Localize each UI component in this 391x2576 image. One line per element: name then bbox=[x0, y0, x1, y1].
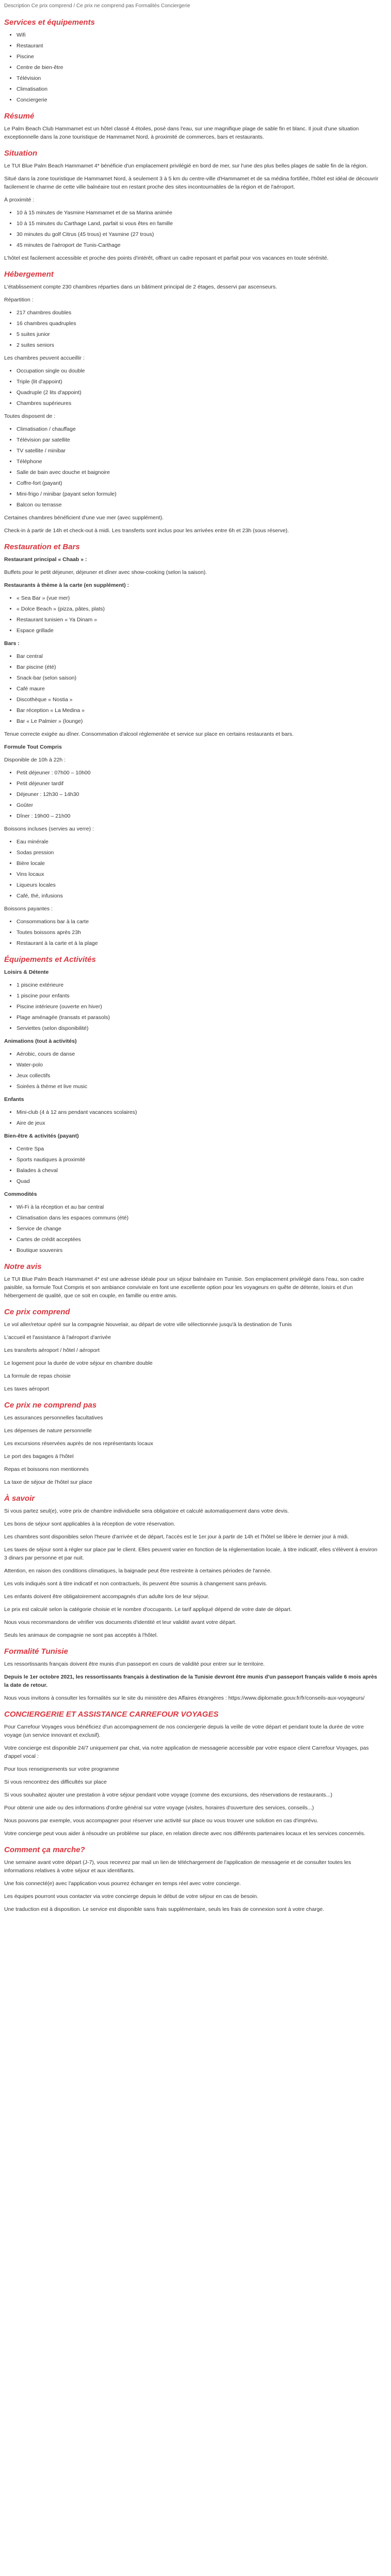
ai-list bbox=[4, 769, 379, 820]
eq-item: • Télévision par satellite bbox=[17, 436, 379, 444]
alc-item: • Espace grillade bbox=[17, 626, 379, 635]
comm-item: • Cartes de crédit acceptées bbox=[17, 1235, 379, 1244]
eq-item: • Téléphone bbox=[17, 457, 379, 466]
situation-intro: À proximité : bbox=[4, 197, 35, 203]
alc-item: • Restaurant tunisien « Ya Dinam » bbox=[17, 616, 379, 624]
spa-item: • Sports nautiques à proximité bbox=[17, 1156, 379, 1164]
anim-title: Animations (tout à activités) bbox=[4, 1038, 77, 1044]
comm-title: Commodités bbox=[4, 1191, 37, 1197]
formalite-text-2: Depuis le 1er octobre 2021, les ressortissants français à destination de la Tunisie devront être munis d'un passeport français valide 6 mois après la date de retour. bbox=[4, 1674, 377, 1688]
conciergerie-title: CONCIERGERIE ET ASSISTANCE CARREFOUR VOYAGES bbox=[4, 1710, 219, 1719]
bar-item: • Discothèque « Nostia » bbox=[17, 696, 379, 704]
service-item: • Restaurant bbox=[17, 42, 379, 50]
hebergement-outro-2: Check-in à partir de 14h et check-out à midi. Les transferts sont inclus pour les arrivées entre 6h et 23h (sous réserve). bbox=[4, 528, 289, 534]
loisirs-item: • 1 piscine pour enfants bbox=[17, 992, 379, 1000]
rep-item: • 5 suites junior bbox=[17, 330, 379, 338]
bar-item: • Café maure bbox=[17, 685, 379, 693]
service-item: • Télévision bbox=[17, 74, 379, 82]
alc-intro: Restaurants à thème à la carte (en supplément) : bbox=[4, 582, 129, 588]
resume-section bbox=[4, 111, 379, 141]
commander-text-1: Une semaine avant votre départ (J-7), vous recevrez par mail un lien de téléchargement de l'application de messagerie et de consulter toutes les informations relatives à votre séjour et aux identifiants. bbox=[4, 1859, 351, 1874]
bars-list bbox=[4, 652, 379, 725]
pay-list bbox=[4, 918, 379, 947]
commander-text-4: Une traduction est à disposition. Le service est disponible sans frais supplémentaire, seuls les frais de connexion sont à votre charge. bbox=[4, 1906, 324, 1912]
bar-item: • Bar « Le Palmier » (lounge) bbox=[17, 717, 379, 725]
comprend-item: Les taxes aéroport bbox=[4, 1386, 49, 1392]
conciergerie-text-4: Votre concierge peut vous aider à résoudre un problème sur place, en relation directe avec nos différents partenaires locaux et les services concernés. bbox=[4, 1831, 366, 1837]
comm-item: • Service de change bbox=[17, 1225, 379, 1233]
spa-list bbox=[4, 1145, 379, 1185]
comprend-item: L'accueil et l'assistance à l'aéroport d'arrivée bbox=[4, 1334, 111, 1341]
situation-section bbox=[4, 148, 379, 262]
ai-item: • Dîner : 19h00 – 21h00 bbox=[17, 812, 379, 820]
alc-list bbox=[4, 594, 379, 635]
ai-item: • Petit déjeuner : 07h00 – 10h00 bbox=[17, 769, 379, 777]
enfants-item: • Mini-club (4 à 12 ans pendant vacances scolaires) bbox=[17, 1108, 379, 1116]
commander-title: Comment ça marche? bbox=[4, 1845, 85, 1854]
eq-item: • Climatisation / chauffage bbox=[17, 425, 379, 433]
bar-item: • Bar réception « La Medina » bbox=[17, 706, 379, 715]
asavoir-title: À savoir bbox=[4, 1494, 35, 1503]
conciergerie-text-3: Nous pouvons par exemple, vous accompagner pour réserver une activité sur place ou vous trouver une solution en cas d'imprévu. bbox=[4, 1818, 318, 1824]
ne-comprend-item: Repas et boissons non mentionnés bbox=[4, 1466, 89, 1472]
situation-outro: L'hôtel est facilement accessible et proche des points d'intérêt, offrant un cadre reposant et parfait pour vos vacances en toute sérénité. bbox=[4, 255, 329, 261]
formula-intro: Restaurant principal « Chaab » : bbox=[4, 556, 87, 563]
spa-item: • Balades à cheval bbox=[17, 1166, 379, 1175]
enfants-title: Enfants bbox=[4, 1096, 24, 1103]
ne-comprend-item: Le port des bagages à l'hôtel bbox=[4, 1453, 74, 1460]
type-item: • Triple (lit d'appoint) bbox=[17, 378, 379, 386]
ne-comprend-section bbox=[4, 1400, 379, 1486]
anim-item: • Jeux collectifs bbox=[17, 1072, 379, 1080]
breadcrumb-meta: Description Ce prix comprend / Ce prix ne comprend pas Formalités Conciergerie bbox=[4, 3, 190, 9]
enfants-list bbox=[4, 1108, 379, 1127]
conciergerie-text-1: Pour Carrefour Voyages vous bénéficiez d'un accompagnement de nos conciergerie depuis la veille de votre départ et pendant toute la durée de votre voyage (un service innovant et exclusif). bbox=[4, 1724, 364, 1738]
rep-item: • 2 suites seniors bbox=[17, 341, 379, 349]
ai-from: Disponible de 10h à 22h : bbox=[4, 757, 66, 763]
asavoir-item: Si vous partez seul(e), votre prix de chambre individuelle sera obligatoire et calculé automatiquement dans votre devis. bbox=[4, 1508, 289, 1514]
comm-item: • Climatisation dans les espaces communs (été) bbox=[17, 1214, 379, 1222]
pay-item: • Restaurant à la carte et à la plage bbox=[17, 939, 379, 947]
avis-text: Le TUI Blue Palm Beach Hammamet 4* est une adresse idéale pour un séjour balnéaire en Tunisie. Son emplacement privilégié dans l'eau, son cadre paisible, sa formule Tout Compris et son ambiance conviviale en font une excellente option pour les voyageurs en quête de détente, loisirs et d'un hébergement de qualité, que ce soit en couple, en famille ou entre amis. bbox=[4, 1276, 364, 1299]
situation-text-1: Le TUI Blue Palm Beach Hammamet 4* bénéficie d'un emplacement privilégié en bord de mer, sur l'une des plus belles plages de sable fin de la région. bbox=[4, 163, 368, 169]
commander-text-2: Une fois connecté(e) avec l'application vous pourrez échanger en temps réel avec votre concierge. bbox=[4, 1880, 241, 1887]
conciergerie-item: Si vous rencontrez des difficultés sur place bbox=[4, 1779, 107, 1785]
hebergement-title: Hébergement bbox=[4, 270, 54, 279]
bars-intro: Bars : bbox=[4, 640, 20, 647]
asavoir-section bbox=[4, 1494, 379, 1639]
asavoir-item: Les taxes de séjour sont à régler sur place par le client. Elles peuvent varier en fonction de la réglementation locale, à titre indicatif, elles s'élèvent à environ 3 dinars par personne et par nuit. bbox=[4, 1547, 378, 1561]
alc-item: • « Sea Bar » (vue mer) bbox=[17, 594, 379, 602]
services-title: Services et équipements bbox=[4, 18, 95, 27]
ai-item: • Petit déjeuner tardif bbox=[17, 779, 379, 788]
pay-title: Boissons payantes : bbox=[4, 906, 53, 912]
service-item: • Climatisation bbox=[17, 85, 379, 93]
loisirs-list bbox=[4, 981, 379, 1032]
avis-section bbox=[4, 1262, 379, 1300]
asavoir-item: Seuls les animaux de compagnie ne sont pas acceptés à l'hôtel. bbox=[4, 1632, 158, 1638]
formalite-title: Formalité Tunisie bbox=[4, 1647, 68, 1656]
services-list bbox=[4, 31, 379, 104]
avis-title: Notre avis bbox=[4, 1262, 42, 1271]
asavoir-item: Les bons de séjour sont applicables à la réception de votre réservation. bbox=[4, 1521, 175, 1527]
anim-list bbox=[4, 1050, 379, 1091]
hebergement-rep-list bbox=[4, 309, 379, 349]
restauration-text-1: Tenue correcte exigée au dîner. Consommation d'alcool réglementée et service sur place en certains restaurants et bars. bbox=[4, 731, 294, 737]
formula-text: Buffets pour le petit déjeuner, déjeuner et dîner avec show-cooking (selon la saison). bbox=[4, 569, 207, 575]
comprend-section bbox=[4, 1307, 379, 1393]
ai-item: • Déjeuner : 12h30 – 14h30 bbox=[17, 790, 379, 799]
comm-list bbox=[4, 1203, 379, 1255]
ai-item: • Goûter bbox=[17, 801, 379, 809]
spa-item: • Quad bbox=[17, 1177, 379, 1185]
asavoir-item: Les chambres sont disponibles selon l'heure d'arrivée et de départ, l'accès est le 1er jour à partir de 14h et l'hôtel se libère le dernier jour à midi. bbox=[4, 1534, 349, 1540]
drinks-list bbox=[4, 838, 379, 900]
conciergerie-text-2: Votre concierge est disponible 24/7 uniquement par chat, via notre application de messagerie accessible par votre espace client Carrefour Voyages, pas d'appel vocal : bbox=[4, 1745, 369, 1759]
rep-item: • 16 chambres quadruples bbox=[17, 319, 379, 328]
equipements-title: Équipements et Activités bbox=[4, 955, 96, 964]
pay-item: • Toutes boissons après 23h bbox=[17, 928, 379, 937]
enfants-item: • Aire de jeux bbox=[17, 1119, 379, 1127]
type-item: • Occupation single ou double bbox=[17, 367, 379, 375]
hebergement-outro-1: Certaines chambres bénéficient d'une vue mer (avec supplément). bbox=[4, 515, 164, 521]
comm-item: • Wi-Fi à la réception et au bar central bbox=[17, 1203, 379, 1211]
drink-item: • Vins locaux bbox=[17, 870, 379, 878]
drinks-title: Boissons incluses (servies au verre) : bbox=[4, 826, 94, 832]
asavoir-item: Le prix est calculé selon la catégorie choisie et le nombre d'occupants. Le tarif appliqué dépend de votre date de départ. bbox=[4, 1606, 292, 1613]
service-item: • Piscine bbox=[17, 53, 379, 61]
service-item: • Wifi bbox=[17, 31, 379, 39]
anim-item: • Water-polo bbox=[17, 1061, 379, 1069]
situation-text-2: Situé dans la zone touristique de Hammamet Nord, à seulement 3 à 5 km du centre-ville d'Hammamet et de sa médina fortifiée, l'hôtel est idéal de découvrir facilement le charme de cette ville balnéaire tout en restant proche des sites incontournables de la région et de l'aéroport. bbox=[4, 176, 379, 190]
drink-item: • Sodas pression bbox=[17, 849, 379, 857]
situation-item: • 30 minutes du golf Citrus (45 trous) et Yasmine (27 trous) bbox=[17, 230, 379, 239]
drink-item: • Bière locale bbox=[17, 859, 379, 868]
pay-item: • Consommations bar à la carte bbox=[17, 918, 379, 926]
services-section bbox=[4, 18, 379, 104]
eq-item: • TV satellite / minibar bbox=[17, 447, 379, 455]
ne-comprend-item: Les excursions réservées auprès de nos représentants locaux bbox=[4, 1440, 153, 1447]
bar-item: • Bar central bbox=[17, 652, 379, 660]
ne-comprend-list bbox=[4, 1414, 379, 1486]
conciergerie-list bbox=[4, 1765, 379, 1812]
commander-section bbox=[4, 1845, 379, 1913]
situation-title: Situation bbox=[4, 149, 38, 158]
resume-text: Le Palm Beach Club Hammamet est un hôtel classé 4 étoiles, posé dans l'eau, sur une magnifique plage de sable fin et blanc. Il jouit d'une situation exceptionnelle dans la zone touristique de Hammamet Nord, à proximité de commerces, bars et restaurants. bbox=[4, 126, 359, 140]
drink-item: • Eau minérale bbox=[17, 838, 379, 846]
eq-item: • Salle de bain avec douche et baignoire bbox=[17, 468, 379, 477]
situation-item: • 10 à 15 minutes du Carthage Land, parfait si vous êtes en famille bbox=[17, 219, 379, 228]
service-item: • Centre de bien-être bbox=[17, 63, 379, 72]
hebergement-rep-label: Répartition : bbox=[4, 297, 34, 303]
loisirs-item: • 1 piscine extérieure bbox=[17, 981, 379, 989]
hebergement-eq-list bbox=[4, 425, 379, 509]
formalite-section bbox=[4, 1647, 379, 1702]
comprend-item: Les transferts aéroport / hôtel / aéroport bbox=[4, 1347, 100, 1353]
asavoir-item: Nous vous recommandons de vérifier vos documents d'identité et leur validité avant votre départ. bbox=[4, 1619, 237, 1625]
type-item: • Quadruple (2 lits d'appoint) bbox=[17, 388, 379, 397]
commander-text-3: Les équipes pourront vous contacter via votre concierge depuis le début de votre séjour en cas de besoin. bbox=[4, 1893, 258, 1900]
resume-title: Résumé bbox=[4, 112, 35, 121]
comprend-item: Le logement pour la durée de votre séjour en chambre double bbox=[4, 1360, 153, 1366]
loisirs-item: • Plage aménagée (transats et parasols) bbox=[17, 1013, 379, 1022]
ne-comprend-title: Ce prix ne comprend pas bbox=[4, 1401, 97, 1410]
anim-item: • Aérobic, cours de danse bbox=[17, 1050, 379, 1058]
type-item: • Chambres supérieures bbox=[17, 399, 379, 408]
bar-item: • Snack-bar (selon saison) bbox=[17, 674, 379, 682]
formalite-text-1: Les ressortissants français doivent être munis d'un passeport en cours de validité pour entrer sur le territoire. bbox=[4, 1661, 265, 1667]
comm-item: • Boutique souvenirs bbox=[17, 1246, 379, 1255]
hebergement-eq-label: Toutes disposent de : bbox=[4, 413, 56, 419]
conciergerie-section bbox=[4, 1709, 379, 1838]
situation-item: • 10 à 15 minutes de Yasmine Hammamet et de sa Marina animée bbox=[17, 209, 379, 217]
conciergerie-item: Pour tous renseignements sur votre programme bbox=[4, 1766, 119, 1772]
loisirs-title: Loisirs & Détente bbox=[4, 969, 49, 975]
asavoir-item: Les enfants doivent être obligatoirement accompagnés d'un adulte lors de leur séjour. bbox=[4, 1594, 209, 1600]
service-item: • Conciergerie bbox=[17, 96, 379, 104]
spa-item: • Centre Spa bbox=[17, 1145, 379, 1153]
restauration-section bbox=[4, 542, 379, 947]
comprend-title: Ce prix comprend bbox=[4, 1308, 70, 1316]
rep-item: • 217 chambres doubles bbox=[17, 309, 379, 317]
hebergement-text: L'établissement compte 230 chambres réparties dans un bâtiment principal de 2 étages, desservi par ascenseurs. bbox=[4, 284, 278, 290]
drink-item: • Liqueurs locales bbox=[17, 881, 379, 889]
ai-title: Formule Tout Compris bbox=[4, 744, 62, 750]
drink-item: • Café, thé, infusions bbox=[17, 892, 379, 900]
bar-item: • Bar piscine (été) bbox=[17, 663, 379, 671]
eq-item: • Mini-frigo / minibar (payant selon formule) bbox=[17, 490, 379, 498]
comprend-item: La formule de repas choisie bbox=[4, 1373, 71, 1379]
hebergement-types-list bbox=[4, 367, 379, 408]
hebergement-section bbox=[4, 269, 379, 535]
asavoir-item: Attention, en raison des conditions climatiques, la baignade peut être restreinte à certaines périodes de l'année. bbox=[4, 1568, 272, 1574]
asavoir-item: Les vols indiqués sont à titre indicatif et non contractuels, ils peuvent être soumis à changement sans préavis. bbox=[4, 1581, 268, 1587]
comprend-list bbox=[4, 1320, 379, 1393]
ne-comprend-item: Les assurances personnelles facultatives bbox=[4, 1415, 103, 1421]
formalite-text-3: Nous vous invitons à consulter les formalités sur le site du ministère des Affaires étrangères : https://www.diplomatie.gouv.fr/fr/conseils-aux-voyageurs/ bbox=[4, 1695, 365, 1701]
eq-item: • Balcon ou terrasse bbox=[17, 501, 379, 509]
ne-comprend-item: La taxe de séjour de l'hôtel sur place bbox=[4, 1479, 92, 1485]
eq-item: • Coffre-fort (payant) bbox=[17, 479, 379, 487]
spa-title: Bien-être & activités (payant) bbox=[4, 1133, 79, 1139]
asavoir-list bbox=[4, 1507, 379, 1639]
equipements-section bbox=[4, 955, 379, 1255]
situation-item: • 45 minutes de l'aéroport de Tunis-Carthage bbox=[17, 241, 379, 249]
ne-comprend-item: Les dépenses de nature personnelle bbox=[4, 1428, 92, 1434]
restauration-title: Restauration et Bars bbox=[4, 543, 80, 551]
hebergement-types-label: Les chambres peuvent accueillir : bbox=[4, 355, 85, 361]
loisirs-item: • Serviettes (selon disponibilité) bbox=[17, 1024, 379, 1032]
anim-item: • Soirées à thème et live music bbox=[17, 1082, 379, 1091]
comprend-item: Le vol aller/retour opéré sur la compagnie Nouvelair, au départ de votre ville sélectionnée jusqu'à la destination de Tunis bbox=[4, 1321, 292, 1328]
alc-item: • « Dolce Beach » (pizza, pâtes, plats) bbox=[17, 605, 379, 613]
conciergerie-item: Pour obtenir une aide ou des informations d'ordre général sur votre voyage (visites, horaires d'ouverture des services, conseils...) bbox=[4, 1805, 314, 1811]
situation-list bbox=[4, 209, 379, 249]
conciergerie-item: Si vous souhaitez ajouter une prestation à votre séjour pendant votre voyage (comme des excursions, des réservations de restaurants...) bbox=[4, 1792, 333, 1798]
loisirs-item: • Piscine intérieure (ouverte en hiver) bbox=[17, 1003, 379, 1011]
